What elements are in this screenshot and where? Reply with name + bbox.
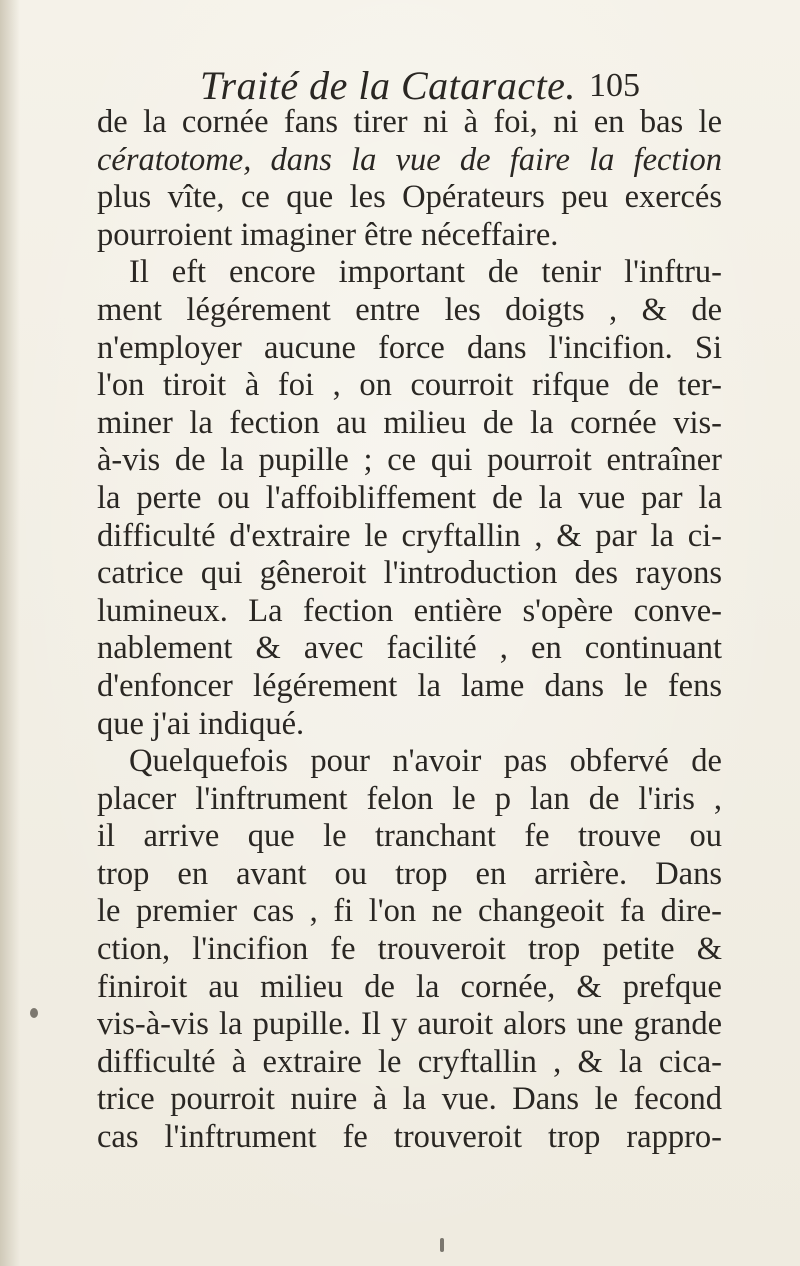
text-line: la perte ou l'affoibliffement de la vue par la (97, 479, 722, 516)
running-head-title: Traité de la Cataracte. (200, 63, 576, 108)
text-line: d'enfoncer légérement la lame dans le fens (97, 667, 722, 704)
text-line: placer l'inftrument felon le p lan de l'iris , (97, 780, 722, 817)
ink-speck (440, 1238, 444, 1252)
text-line: miner la fection au milieu de la cornée vis- (97, 404, 722, 441)
text-line: difficulté à extraire le cryftallin , & la cica- (97, 1043, 722, 1080)
text-line: il arrive que le tranchant fe trouve ou (97, 818, 722, 855)
text-line: le premier cas , fi l'on ne changeoit fa dire- (97, 893, 722, 930)
text-line: Quelquefois pour n'avoir pas obfervé de (129, 743, 722, 780)
text-line: pourroient imaginer être néceffaire. (97, 216, 559, 253)
text-line: cas l'inftrument fe trouveroit trop rappro- (97, 1119, 722, 1156)
text-line: cératotome, dans la vue de faire la fection (97, 141, 722, 178)
text-line: l'on tiroit à foi , on courroit rifque de ter- (97, 367, 722, 404)
text-line: finiroit au milieu de la cornée, & prefque (97, 968, 722, 1005)
text-line: ment légérement entre les doigts , & de (97, 291, 722, 328)
body-text (97, 104, 722, 1157)
page-number: 105 (589, 67, 640, 104)
text-line: plus vîte, ce que les Opérateurs peu exercés (97, 179, 722, 216)
text-line: difficulté d'extraire le cryftallin , & par la ci- (97, 517, 722, 554)
text-line: de la cornée fans tirer ni à foi, ni en bas le (97, 104, 722, 140)
page-edge-shadow (0, 0, 20, 1266)
text-line: lumineux. La fection entière s'opère conve- (97, 592, 722, 629)
text-line: catrice qui gêneroit l'introduction des rayons (97, 555, 722, 592)
ink-speck (30, 1008, 38, 1018)
text-line: n'employer aucune force dans l'incifion. Si (97, 329, 722, 366)
text-line: vis-à-vis la pupille. Il y auroit alors une grande (97, 1006, 722, 1043)
text-line: que j'ai indiqué. (97, 705, 305, 742)
text-line: Il eft encore important de tenir l'inftru- (129, 254, 722, 291)
text-line: à-vis de la pupille ; ce qui pourroit entraîner (97, 442, 722, 479)
text-line: trice pourroit nuire à la vue. Dans le fecond (97, 1081, 722, 1118)
text-line: ction, l'incifion fe trouveroit trop petite & (97, 931, 722, 968)
running-head (200, 62, 640, 110)
text-line: trop en avant ou trop en arrière. Dans (97, 855, 722, 892)
text-line: nablement & avec facilité , en continuant (97, 630, 722, 667)
